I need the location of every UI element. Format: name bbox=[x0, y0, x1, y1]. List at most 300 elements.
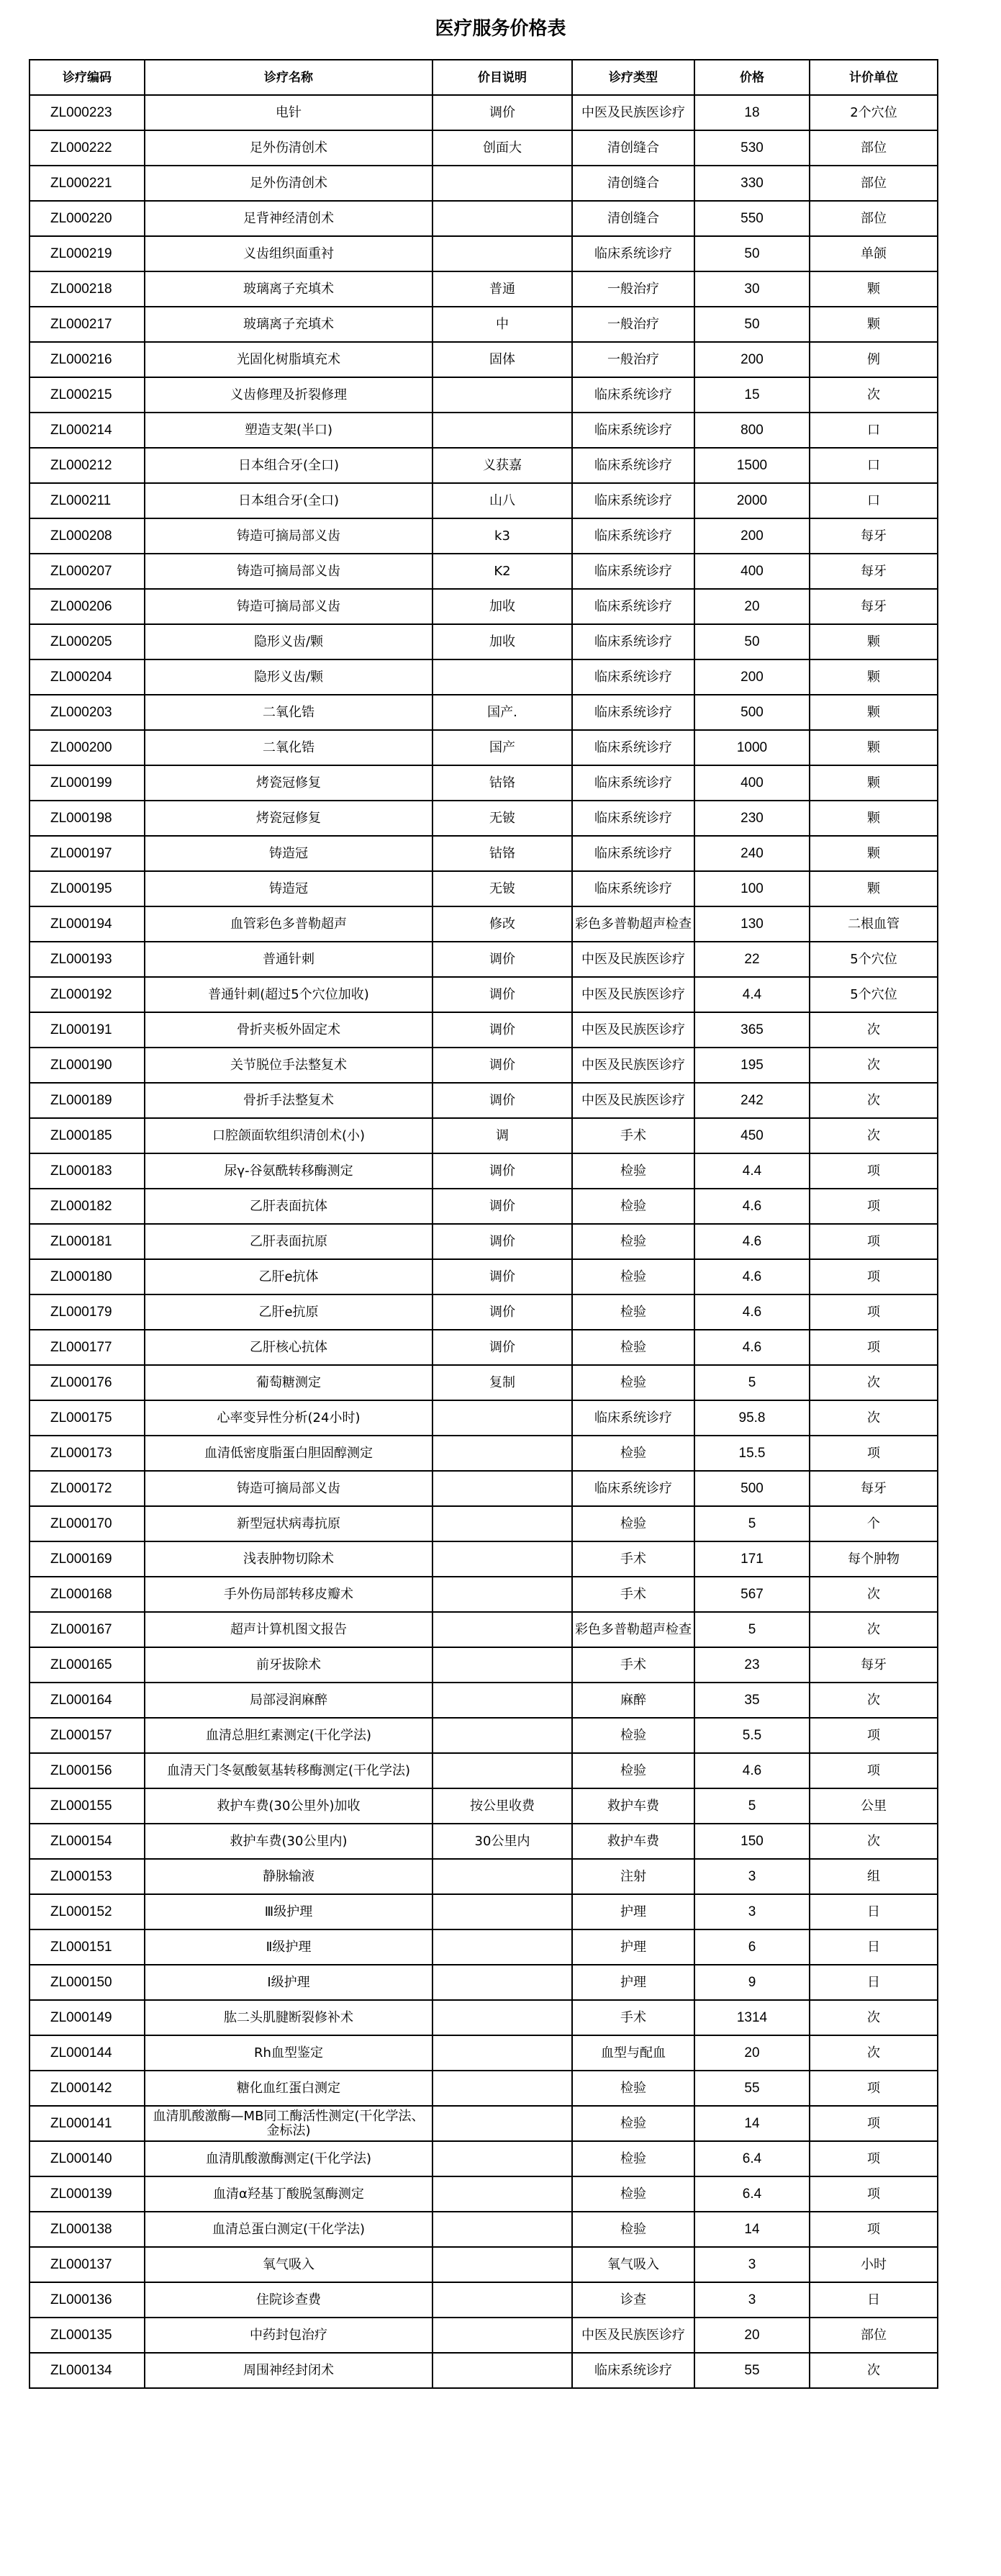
cell-name: 塑造支架(半口) bbox=[145, 413, 432, 448]
cell-note bbox=[432, 1577, 572, 1612]
cell-price: 50 bbox=[694, 236, 810, 271]
cell-name: 救护车费(30公里内) bbox=[145, 1824, 432, 1859]
cell-code: ZL000208 bbox=[30, 518, 145, 554]
cell-code: ZL000149 bbox=[30, 2000, 145, 2035]
cell-type: 临床系统诊疗 bbox=[572, 730, 694, 765]
cell-code: ZL000185 bbox=[30, 1118, 145, 1153]
cell-name: 电针 bbox=[145, 95, 432, 130]
cell-name: 二氧化锆 bbox=[145, 695, 432, 730]
cell-price: 530 bbox=[694, 130, 810, 166]
cell-price: 450 bbox=[694, 1118, 810, 1153]
cell-code: ZL000168 bbox=[30, 1577, 145, 1612]
cell-code: ZL000175 bbox=[30, 1400, 145, 1436]
header-name: 诊疗名称 bbox=[145, 60, 432, 95]
cell-unit: 颗 bbox=[810, 871, 938, 906]
cell-price: 50 bbox=[694, 307, 810, 342]
cell-name: 乙肝核心抗体 bbox=[145, 1330, 432, 1365]
cell-name: 铸造冠 bbox=[145, 871, 432, 906]
cell-name: 日本组合牙(全口) bbox=[145, 483, 432, 518]
cell-name: 足背神经清创术 bbox=[145, 201, 432, 236]
cell-code: ZL000138 bbox=[30, 2212, 145, 2247]
cell-unit: 每牙 bbox=[810, 589, 938, 624]
cell-unit: 二根血管 bbox=[810, 906, 938, 942]
cell-type: 彩色多普勒超声检查 bbox=[572, 1612, 694, 1647]
cell-code: ZL000222 bbox=[30, 130, 145, 166]
cell-unit: 项 bbox=[810, 2176, 938, 2212]
table-row bbox=[30, 1824, 938, 1859]
table-row bbox=[30, 236, 938, 271]
cell-name: 二氧化锆 bbox=[145, 730, 432, 765]
cell-code: ZL000189 bbox=[30, 1083, 145, 1118]
cell-price: 5 bbox=[694, 1506, 810, 1541]
cell-unit: 部位 bbox=[810, 201, 938, 236]
cell-name: 中药封包治疗 bbox=[145, 2318, 432, 2353]
table-header-row bbox=[30, 60, 938, 95]
table-row bbox=[30, 448, 938, 483]
cell-price: 14 bbox=[694, 2212, 810, 2247]
cell-unit: 颗 bbox=[810, 271, 938, 307]
cell-note bbox=[432, 236, 572, 271]
cell-name: 普通针刺 bbox=[145, 942, 432, 977]
cell-price: 200 bbox=[694, 518, 810, 554]
table-row bbox=[30, 1929, 938, 1965]
cell-type: 护理 bbox=[572, 1965, 694, 2000]
cell-name: 足外伤清创术 bbox=[145, 130, 432, 166]
cell-name: 光固化树脂填充术 bbox=[145, 342, 432, 377]
cell-price: 4.4 bbox=[694, 977, 810, 1012]
cell-code: ZL000197 bbox=[30, 836, 145, 871]
cell-unit: 次 bbox=[810, 1683, 938, 1718]
cell-unit: 项 bbox=[810, 1436, 938, 1471]
cell-name: Ⅲ级护理 bbox=[145, 1894, 432, 1929]
cell-note bbox=[432, 1541, 572, 1577]
cell-note: 调价 bbox=[432, 1189, 572, 1224]
table-row bbox=[30, 1259, 938, 1294]
cell-note: 调价 bbox=[432, 1294, 572, 1330]
cell-price: 242 bbox=[694, 1083, 810, 1118]
cell-type: 中医及民族医诊疗 bbox=[572, 1083, 694, 1118]
cell-price: 6.4 bbox=[694, 2176, 810, 2212]
table-row bbox=[30, 377, 938, 413]
cell-code: ZL000182 bbox=[30, 1189, 145, 1224]
cell-name: 氧气吸入 bbox=[145, 2247, 432, 2282]
header-type: 诊疗类型 bbox=[572, 60, 694, 95]
table-row bbox=[30, 1894, 938, 1929]
cell-note bbox=[432, 2282, 572, 2318]
cell-type: 临床系统诊疗 bbox=[572, 518, 694, 554]
cell-price: 20 bbox=[694, 589, 810, 624]
cell-note bbox=[432, 2176, 572, 2212]
cell-note: 调价 bbox=[432, 1259, 572, 1294]
cell-code: ZL000139 bbox=[30, 2176, 145, 2212]
cell-name: 乙肝表面抗原 bbox=[145, 1224, 432, 1259]
cell-type: 临床系统诊疗 bbox=[572, 695, 694, 730]
cell-type: 中医及民族医诊疗 bbox=[572, 95, 694, 130]
cell-price: 3 bbox=[694, 1894, 810, 1929]
cell-note: 调价 bbox=[432, 1012, 572, 1048]
cell-type: 手术 bbox=[572, 1541, 694, 1577]
cell-type: 手术 bbox=[572, 1577, 694, 1612]
table-row bbox=[30, 201, 938, 236]
cell-type: 手术 bbox=[572, 1647, 694, 1683]
cell-unit: 项 bbox=[810, 2071, 938, 2106]
cell-name: 葡萄糖测定 bbox=[145, 1365, 432, 1400]
table-row bbox=[30, 730, 938, 765]
cell-note bbox=[432, 2247, 572, 2282]
cell-unit: 次 bbox=[810, 1118, 938, 1153]
table-row bbox=[30, 518, 938, 554]
cell-price: 4.6 bbox=[694, 1753, 810, 1788]
cell-type: 临床系统诊疗 bbox=[572, 448, 694, 483]
cell-type: 检验 bbox=[572, 2141, 694, 2176]
table-row bbox=[30, 2247, 938, 2282]
table-row bbox=[30, 271, 938, 307]
table-row bbox=[30, 166, 938, 201]
cell-unit: 口 bbox=[810, 483, 938, 518]
cell-price: 6 bbox=[694, 1929, 810, 1965]
header-price: 价格 bbox=[694, 60, 810, 95]
cell-unit: 颗 bbox=[810, 659, 938, 695]
cell-note bbox=[432, 2000, 572, 2035]
cell-unit: 颗 bbox=[810, 730, 938, 765]
cell-unit: 项 bbox=[810, 1189, 938, 1224]
cell-price: 4.6 bbox=[694, 1224, 810, 1259]
table-row bbox=[30, 1118, 938, 1153]
cell-note: 创面大 bbox=[432, 130, 572, 166]
cell-type: 检验 bbox=[572, 1753, 694, 1788]
cell-name: 血管彩色多普勒超声 bbox=[145, 906, 432, 942]
cell-price: 3 bbox=[694, 2282, 810, 2318]
cell-unit: 5个穴位 bbox=[810, 977, 938, 1012]
cell-name: 玻璃离子充填术 bbox=[145, 307, 432, 342]
cell-type: 临床系统诊疗 bbox=[572, 413, 694, 448]
cell-note bbox=[432, 2353, 572, 2388]
cell-note: 固体 bbox=[432, 342, 572, 377]
cell-code: ZL000156 bbox=[30, 1753, 145, 1788]
header-note: 价目说明 bbox=[432, 60, 572, 95]
cell-note bbox=[432, 659, 572, 695]
table-row bbox=[30, 1083, 938, 1118]
cell-name: 血清肌酸激酶测定(干化学法) bbox=[145, 2141, 432, 2176]
header-unit: 计价单位 bbox=[810, 60, 938, 95]
cell-code: ZL000203 bbox=[30, 695, 145, 730]
cell-type: 中医及民族医诊疗 bbox=[572, 1048, 694, 1083]
table-row bbox=[30, 1859, 938, 1894]
cell-name: 铸造可摘局部义齿 bbox=[145, 554, 432, 589]
cell-unit: 项 bbox=[810, 1330, 938, 1365]
cell-code: ZL000134 bbox=[30, 2353, 145, 2388]
cell-type: 临床系统诊疗 bbox=[572, 554, 694, 589]
cell-type: 临床系统诊疗 bbox=[572, 624, 694, 659]
cell-price: 55 bbox=[694, 2071, 810, 2106]
cell-name: Ⅰ级护理 bbox=[145, 1965, 432, 2000]
cell-unit: 次 bbox=[810, 2000, 938, 2035]
cell-unit: 颗 bbox=[810, 695, 938, 730]
cell-unit: 颗 bbox=[810, 624, 938, 659]
cell-code: ZL000191 bbox=[30, 1012, 145, 1048]
cell-price: 5 bbox=[694, 1365, 810, 1400]
cell-name: 关节脱位手法整复术 bbox=[145, 1048, 432, 1083]
cell-code: ZL000195 bbox=[30, 871, 145, 906]
cell-type: 救护车费 bbox=[572, 1788, 694, 1824]
cell-name: 乙肝e抗原 bbox=[145, 1294, 432, 1330]
cell-unit: 每牙 bbox=[810, 518, 938, 554]
table-row bbox=[30, 130, 938, 166]
cell-price: 4.6 bbox=[694, 1259, 810, 1294]
table-row bbox=[30, 307, 938, 342]
cell-type: 一般治疗 bbox=[572, 271, 694, 307]
cell-type: 临床系统诊疗 bbox=[572, 1400, 694, 1436]
cell-note: k3 bbox=[432, 518, 572, 554]
cell-name: 手外伤局部转移皮瓣术 bbox=[145, 1577, 432, 1612]
cell-price: 100 bbox=[694, 871, 810, 906]
cell-unit: 次 bbox=[810, 2035, 938, 2071]
cell-code: ZL000207 bbox=[30, 554, 145, 589]
cell-code: ZL000217 bbox=[30, 307, 145, 342]
cell-code: ZL000165 bbox=[30, 1647, 145, 1683]
cell-price: 5 bbox=[694, 1612, 810, 1647]
cell-note: 复制 bbox=[432, 1365, 572, 1400]
cell-price: 1000 bbox=[694, 730, 810, 765]
cell-name: 骨折夹板外固定术 bbox=[145, 1012, 432, 1048]
cell-code: ZL000204 bbox=[30, 659, 145, 695]
table-row bbox=[30, 2106, 938, 2141]
cell-unit: 2个穴位 bbox=[810, 95, 938, 130]
cell-type: 临床系统诊疗 bbox=[572, 377, 694, 413]
cell-note: 调价 bbox=[432, 1153, 572, 1189]
cell-price: 20 bbox=[694, 2318, 810, 2353]
cell-note: 30公里内 bbox=[432, 1824, 572, 1859]
cell-code: ZL000144 bbox=[30, 2035, 145, 2071]
cell-type: 氧气吸入 bbox=[572, 2247, 694, 2282]
cell-price: 1314 bbox=[694, 2000, 810, 2035]
cell-code: ZL000153 bbox=[30, 1859, 145, 1894]
cell-unit: 单颌 bbox=[810, 236, 938, 271]
table-row bbox=[30, 624, 938, 659]
cell-code: ZL000141 bbox=[30, 2106, 145, 2141]
table-row bbox=[30, 1683, 938, 1718]
cell-note bbox=[432, 201, 572, 236]
cell-name: 隐形义齿/颗 bbox=[145, 659, 432, 695]
cell-note bbox=[432, 1753, 572, 1788]
cell-note: 中 bbox=[432, 307, 572, 342]
cell-price: 20 bbox=[694, 2035, 810, 2071]
cell-type: 检验 bbox=[572, 1259, 694, 1294]
cell-name: 足外伤清创术 bbox=[145, 166, 432, 201]
cell-name: 烤瓷冠修复 bbox=[145, 801, 432, 836]
table-row bbox=[30, 1753, 938, 1788]
cell-price: 150 bbox=[694, 1824, 810, 1859]
cell-unit: 次 bbox=[810, 1577, 938, 1612]
cell-type: 清创缝合 bbox=[572, 201, 694, 236]
cell-unit: 次 bbox=[810, 1048, 938, 1083]
cell-note bbox=[432, 1929, 572, 1965]
cell-name: 乙肝e抗体 bbox=[145, 1259, 432, 1294]
cell-price: 200 bbox=[694, 659, 810, 695]
cell-note: 调价 bbox=[432, 942, 572, 977]
cell-type: 临床系统诊疗 bbox=[572, 765, 694, 801]
cell-name: 铸造可摘局部义齿 bbox=[145, 518, 432, 554]
cell-type: 清创缝合 bbox=[572, 166, 694, 201]
cell-code: ZL000169 bbox=[30, 1541, 145, 1577]
cell-note bbox=[432, 1400, 572, 1436]
cell-unit: 次 bbox=[810, 377, 938, 413]
cell-note bbox=[432, 1859, 572, 1894]
cell-unit: 项 bbox=[810, 2212, 938, 2247]
cell-name: 局部浸润麻醉 bbox=[145, 1683, 432, 1718]
cell-type: 临床系统诊疗 bbox=[572, 589, 694, 624]
cell-price: 5.5 bbox=[694, 1718, 810, 1753]
cell-note bbox=[432, 2141, 572, 2176]
cell-unit: 次 bbox=[810, 1083, 938, 1118]
cell-type: 检验 bbox=[572, 1718, 694, 1753]
cell-note bbox=[432, 166, 572, 201]
cell-price: 23 bbox=[694, 1647, 810, 1683]
cell-code: ZL000192 bbox=[30, 977, 145, 1012]
cell-type: 临床系统诊疗 bbox=[572, 236, 694, 271]
cell-price: 400 bbox=[694, 765, 810, 801]
cell-type: 临床系统诊疗 bbox=[572, 801, 694, 836]
table-row bbox=[30, 871, 938, 906]
cell-code: ZL000157 bbox=[30, 1718, 145, 1753]
table-row bbox=[30, 1048, 938, 1083]
cell-name: 义齿修理及折裂修理 bbox=[145, 377, 432, 413]
cell-note: 无铍 bbox=[432, 801, 572, 836]
cell-code: ZL000214 bbox=[30, 413, 145, 448]
cell-name: 普通针刺(超过5个穴位加收) bbox=[145, 977, 432, 1012]
table-row bbox=[30, 1330, 938, 1365]
cell-code: ZL000136 bbox=[30, 2282, 145, 2318]
cell-code: ZL000215 bbox=[30, 377, 145, 413]
table-row bbox=[30, 2176, 938, 2212]
cell-type: 临床系统诊疗 bbox=[572, 659, 694, 695]
cell-code: ZL000140 bbox=[30, 2141, 145, 2176]
cell-note: 调价 bbox=[432, 1330, 572, 1365]
cell-code: ZL000137 bbox=[30, 2247, 145, 2282]
cell-unit: 部位 bbox=[810, 130, 938, 166]
cell-unit: 口 bbox=[810, 413, 938, 448]
cell-note: 修改 bbox=[432, 906, 572, 942]
cell-type: 血型与配血 bbox=[572, 2035, 694, 2071]
cell-unit: 日 bbox=[810, 1965, 938, 2000]
cell-note: 钴铬 bbox=[432, 765, 572, 801]
cell-name: Rh血型鉴定 bbox=[145, 2035, 432, 2071]
cell-note: 国产. bbox=[432, 695, 572, 730]
cell-type: 临床系统诊疗 bbox=[572, 871, 694, 906]
cell-type: 检验 bbox=[572, 1436, 694, 1471]
cell-unit: 个 bbox=[810, 1506, 938, 1541]
cell-price: 30 bbox=[694, 271, 810, 307]
cell-code: ZL000179 bbox=[30, 1294, 145, 1330]
cell-code: ZL000205 bbox=[30, 624, 145, 659]
cell-note bbox=[432, 1718, 572, 1753]
cell-unit: 日 bbox=[810, 1929, 938, 1965]
cell-name: 骨折手法整复术 bbox=[145, 1083, 432, 1118]
table-row bbox=[30, 2212, 938, 2247]
cell-unit: 次 bbox=[810, 1365, 938, 1400]
cell-code: ZL000176 bbox=[30, 1365, 145, 1400]
cell-price: 330 bbox=[694, 166, 810, 201]
cell-note bbox=[432, 1647, 572, 1683]
cell-name: 乙肝表面抗体 bbox=[145, 1189, 432, 1224]
cell-price: 14 bbox=[694, 2106, 810, 2141]
cell-unit: 次 bbox=[810, 1012, 938, 1048]
cell-name: 血清肌酸激酶—MB同工酶活性测定(干化学法、金标法) bbox=[145, 2106, 432, 2141]
cell-note: 调价 bbox=[432, 977, 572, 1012]
cell-unit: 部位 bbox=[810, 2318, 938, 2353]
cell-name: 静脉输液 bbox=[145, 1859, 432, 1894]
cell-unit: 颗 bbox=[810, 801, 938, 836]
cell-type: 检验 bbox=[572, 1294, 694, 1330]
cell-type: 注射 bbox=[572, 1859, 694, 1894]
cell-name: 肱二头肌腱断裂修补术 bbox=[145, 2000, 432, 2035]
cell-type: 一般治疗 bbox=[572, 307, 694, 342]
cell-type: 检验 bbox=[572, 1153, 694, 1189]
cell-name: 口腔颌面软组织清创术(小) bbox=[145, 1118, 432, 1153]
table-row bbox=[30, 765, 938, 801]
cell-note: 加收 bbox=[432, 589, 572, 624]
cell-price: 567 bbox=[694, 1577, 810, 1612]
cell-code: ZL000177 bbox=[30, 1330, 145, 1365]
table-row bbox=[30, 1718, 938, 1753]
table-row bbox=[30, 1541, 938, 1577]
cell-note bbox=[432, 1436, 572, 1471]
cell-price: 9 bbox=[694, 1965, 810, 2000]
cell-type: 诊查 bbox=[572, 2282, 694, 2318]
header-code: 诊疗编码 bbox=[30, 60, 145, 95]
table-row bbox=[30, 342, 938, 377]
cell-type: 检验 bbox=[572, 1330, 694, 1365]
cell-unit: 公里 bbox=[810, 1788, 938, 1824]
cell-price: 4.4 bbox=[694, 1153, 810, 1189]
cell-note: 调价 bbox=[432, 1048, 572, 1083]
cell-price: 240 bbox=[694, 836, 810, 871]
cell-name: 救护车费(30公里外)加收 bbox=[145, 1788, 432, 1824]
table-row bbox=[30, 1647, 938, 1683]
cell-name: 心率变异性分析(24小时) bbox=[145, 1400, 432, 1436]
cell-type: 手术 bbox=[572, 1118, 694, 1153]
table-row bbox=[30, 589, 938, 624]
table-row bbox=[30, 1965, 938, 2000]
cell-price: 400 bbox=[694, 554, 810, 589]
cell-type: 手术 bbox=[572, 2000, 694, 2035]
cell-code: ZL000181 bbox=[30, 1224, 145, 1259]
cell-note bbox=[432, 377, 572, 413]
cell-code: ZL000170 bbox=[30, 1506, 145, 1541]
cell-code: ZL000152 bbox=[30, 1894, 145, 1929]
cell-type: 清创缝合 bbox=[572, 130, 694, 166]
cell-price: 3 bbox=[694, 1859, 810, 1894]
cell-name: 住院诊查费 bbox=[145, 2282, 432, 2318]
cell-type: 检验 bbox=[572, 1365, 694, 1400]
cell-type: 检验 bbox=[572, 2176, 694, 2212]
table-row bbox=[30, 2000, 938, 2035]
cell-code: ZL000180 bbox=[30, 1259, 145, 1294]
cell-type: 检验 bbox=[572, 2071, 694, 2106]
cell-price: 171 bbox=[694, 1541, 810, 1577]
cell-unit: 每牙 bbox=[810, 1471, 938, 1506]
table-row bbox=[30, 1153, 938, 1189]
cell-note bbox=[432, 2212, 572, 2247]
cell-type: 救护车费 bbox=[572, 1824, 694, 1859]
cell-note: 调 bbox=[432, 1118, 572, 1153]
table-row bbox=[30, 1012, 938, 1048]
cell-type: 中医及民族医诊疗 bbox=[572, 942, 694, 977]
cell-price: 365 bbox=[694, 1012, 810, 1048]
cell-note bbox=[432, 2106, 572, 2141]
table-row bbox=[30, 977, 938, 1012]
cell-unit: 项 bbox=[810, 2141, 938, 2176]
